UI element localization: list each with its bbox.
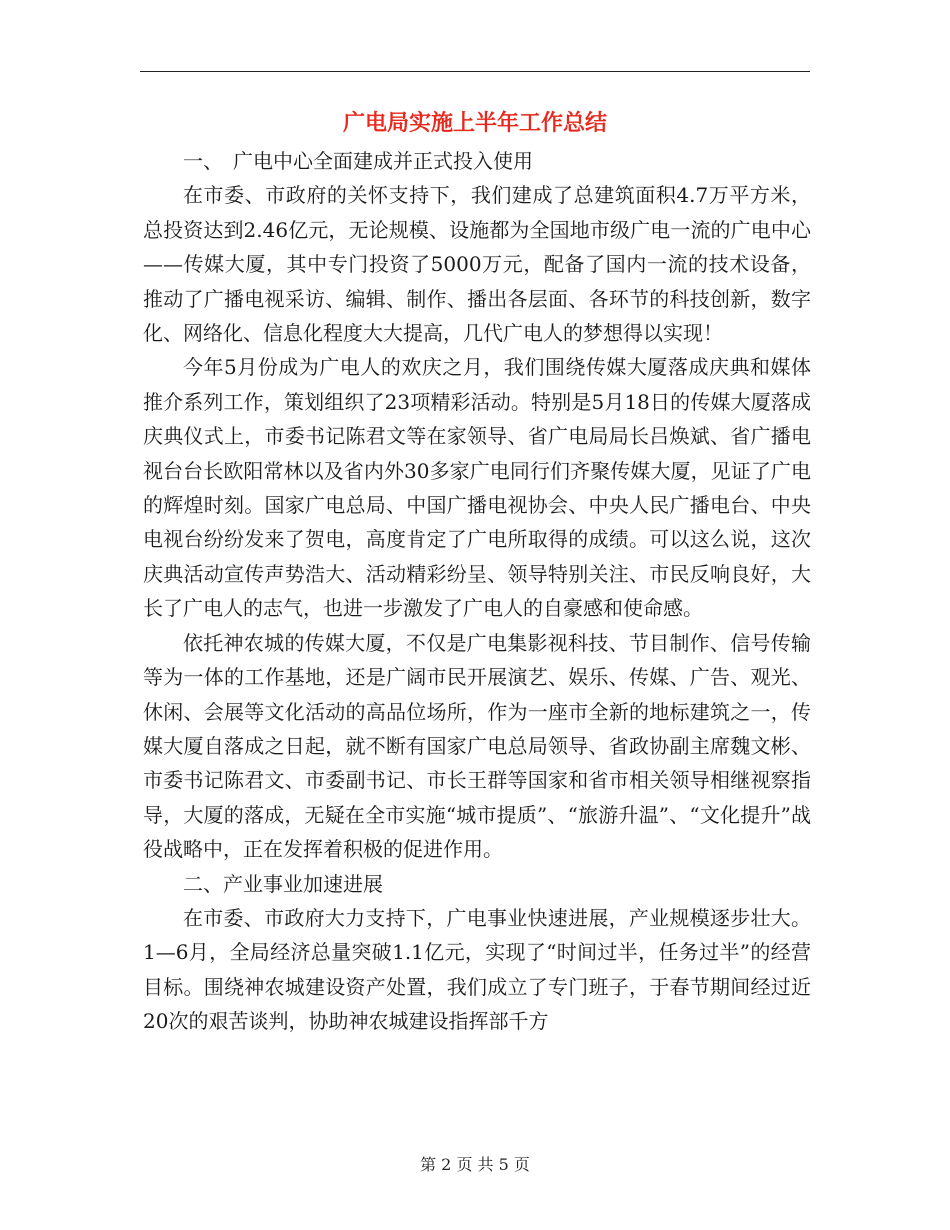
- section-heading-1: 一、 广电中心全面建成并正式投入使用: [183, 149, 533, 173]
- paragraph-2: 今年5月份成为广电人的欢庆之月，我们围绕传媒大厦落成庆典和媒体推介系列工作，策划组织了23项精彩活动。特别是5月18日的传媒大厦落成庆典仪式上，市委书记陈君文等在家领导、省广电局局长吕焕斌、省广播电视台台长欧阳常林以及省内外30多家广电同行们齐聚传媒大厦，见证了广电的辉煌时刻。国家广电总局、中国广播电视协会、中央人民广播电台、中央电视台纷纷发来了贺电，高度肯定了广电所取得的成绩。可以这么说，这次庆典活动宣传声势浩大、活动精彩纷呈、领导特别关注、市民反响良好，大长了广电人的志气，也进一步激发了广电人的自豪感和使命感。: [143, 355, 811, 621]
- header-rule: [140, 71, 810, 72]
- section-heading-2: 二、产业事业加速进展: [183, 871, 383, 896]
- document-title: 广电局实施上半年工作总结: [342, 111, 607, 136]
- document-body: [143, 144, 811, 1039]
- paragraph-3: 依托神农城的传媒大厦，不仅是广电集影视科技、节目制作、信号传输等为一体的工作基地，还是广阔市民开展演艺、娱乐、传媒、广告、观光、休闲、会展等文化活动的高品位场所，作为一座市全新的地标建筑之一，传媒大厦自落成之日起，就不断有国家广电总局领导、省政协副主席魏文彬、市委书记陈君文、市委副书记、市长王群等国家和省市相关领导相继视察指导，大厦的落成，无疑在全市实施“城市提质”、“旅游升温”、“文化提升”战役战略中，正在发挥着积极的促进作用。: [143, 630, 811, 862]
- paragraph-4: 在市委、市政府大力支持下，广电事业快速进展，产业规模逐步壮大。1—6月，全局经济总量突破1.1亿元，实现了“时间过半，任务过半”的经营目标。围绕神农城建设资产处置，我们成立了专门班子，于春节期间经过近20次的艰苦谈判，协助神农城建设指挥部千方: [143, 905, 811, 1034]
- paragraph-1: 在市委、市政府的关怀支持下，我们建成了总建筑面积4.7万平方米，总投资达到2.46亿元，无论规模、设施都为全国地市级广电一流的广电中心——传媒大厦，其中专门投资了5000万元，配备了国内一流的技术设备，推动了广播电视采访、编辑、制作、播出各层面、各环节的科技创新，数字化、网络化、信息化程度大大提高，几代广电人的梦想得以实现！: [143, 183, 811, 346]
- page-number-footer: 第 2 页 共 5 页: [420, 1155, 530, 1174]
